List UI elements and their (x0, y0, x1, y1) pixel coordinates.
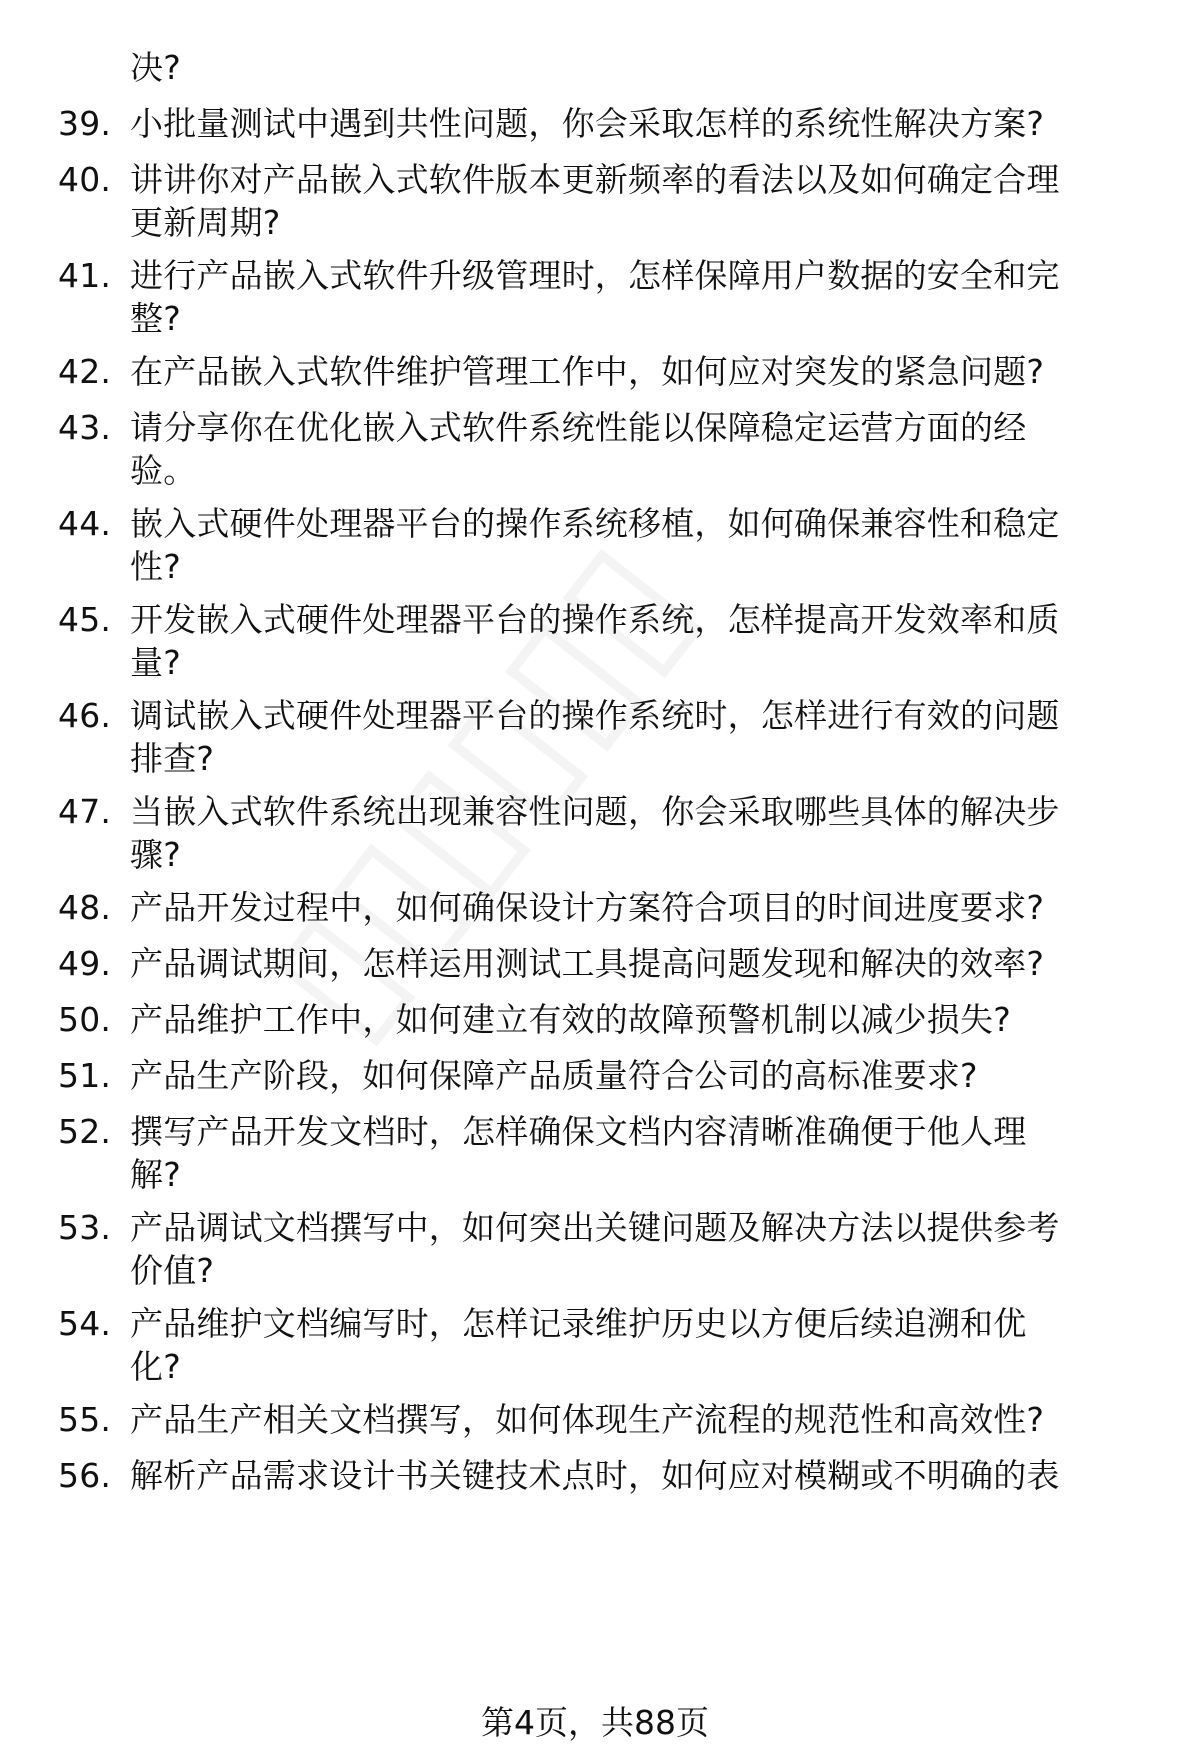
question-text: 量? (130, 643, 181, 682)
question-item (58, 598, 1158, 684)
question-text: 更新周期? (130, 203, 281, 242)
question-number: 39. (58, 104, 112, 143)
question-item (58, 1206, 1158, 1292)
question-item (58, 1054, 1158, 1097)
question-text: 小批量测试中遇到共性问题，你会采取怎样的系统性解决方案? (130, 104, 1045, 143)
question-number: 45. (58, 600, 112, 639)
question-item (58, 350, 1158, 393)
question-text: 讲讲你对产品嵌入式软件版本更新频率的看法以及如何确定合理 (130, 160, 1060, 199)
continuation-text: 决? (130, 48, 181, 87)
question-number: 43. (58, 408, 112, 447)
question-text: 排查? (130, 739, 215, 778)
question-text: 产品调试文档撰写中，如何突出关键问题及解决方法以提供参考 (130, 1208, 1060, 1247)
question-item (58, 1302, 1158, 1388)
question-text: 整? (130, 299, 181, 338)
question-number: 47. (58, 792, 112, 831)
question-number: 56. (58, 1456, 112, 1495)
question-text: 性? (130, 547, 181, 586)
question-text: 骤? (130, 835, 181, 874)
question-item (58, 694, 1158, 780)
question-item (58, 1454, 1158, 1497)
continuation-line (58, 46, 1158, 89)
question-number: 50. (58, 1000, 112, 1039)
question-number: 54. (58, 1304, 112, 1343)
question-item (58, 1398, 1158, 1441)
question-number: 42. (58, 352, 112, 391)
question-number: 46. (58, 696, 112, 735)
question-number: 53. (58, 1208, 112, 1247)
question-item (58, 886, 1158, 929)
question-text: 化? (130, 1347, 181, 1386)
question-item (58, 790, 1158, 876)
question-item (58, 102, 1158, 145)
page-footer: 第4页，共88页 (481, 1703, 709, 1742)
question-text: 产品生产相关文档撰写，如何体现生产流程的规范性和高效性? (130, 1400, 1045, 1439)
question-text: 在产品嵌入式软件维护管理工作中，如何应对突发的紧急问题? (130, 352, 1045, 391)
question-number: 41. (58, 256, 112, 295)
question-item (58, 158, 1158, 244)
question-item (58, 254, 1158, 340)
question-number: 48. (58, 888, 112, 927)
question-item (58, 942, 1158, 985)
question-number: 55. (58, 1400, 112, 1439)
question-text: 验。 (130, 451, 197, 490)
question-text: 价值? (130, 1251, 215, 1290)
question-text: 撰写产品开发文档时，怎样确保文档内容清晰准确便于他人理 (130, 1112, 1027, 1151)
question-item (58, 502, 1158, 588)
question-text: 嵌入式硬件处理器平台的操作系统移植，如何确保兼容性和稳定 (130, 504, 1060, 543)
question-text: 产品开发过程中，如何确保设计方案符合项目的时间进度要求? (130, 888, 1045, 927)
question-text: 开发嵌入式硬件处理器平台的操作系统，怎样提高开发效率和质 (130, 600, 1060, 639)
question-number: 40. (58, 160, 112, 199)
question-text: 解? (130, 1155, 181, 1194)
question-text: 解析产品需求设计书关键技术点时，如何应对模糊或不明确的表 (130, 1456, 1060, 1495)
question-text: 调试嵌入式硬件处理器平台的操作系统时，怎样进行有效的问题 (130, 696, 1060, 735)
question-text: 产品维护工作中，如何建立有效的故障预警机制以减少损失? (130, 1000, 1011, 1039)
question-text: 进行产品嵌入式软件升级管理时，怎样保障用户数据的安全和完 (130, 256, 1060, 295)
question-item (58, 406, 1158, 492)
question-number: 49. (58, 944, 112, 983)
question-item (58, 998, 1158, 1041)
question-text: 当嵌入式软件系统出现兼容性问题，你会采取哪些具体的解决步 (130, 792, 1060, 831)
question-text: 产品维护文档编写时，怎样记录维护历史以方便后续追溯和优 (130, 1304, 1027, 1343)
question-number: 44. (58, 504, 112, 543)
question-item (58, 1110, 1158, 1196)
question-text: 产品生产阶段，如何保障产品质量符合公司的高标准要求? (130, 1056, 978, 1095)
question-text: 产品调试期间，怎样运用测试工具提高问题发现和解决的效率? (130, 944, 1045, 983)
question-text: 请分享你在优化嵌入式软件系统性能以保障稳定运营方面的经 (130, 408, 1027, 447)
question-number: 51. (58, 1056, 112, 1095)
question-number: 52. (58, 1112, 112, 1151)
